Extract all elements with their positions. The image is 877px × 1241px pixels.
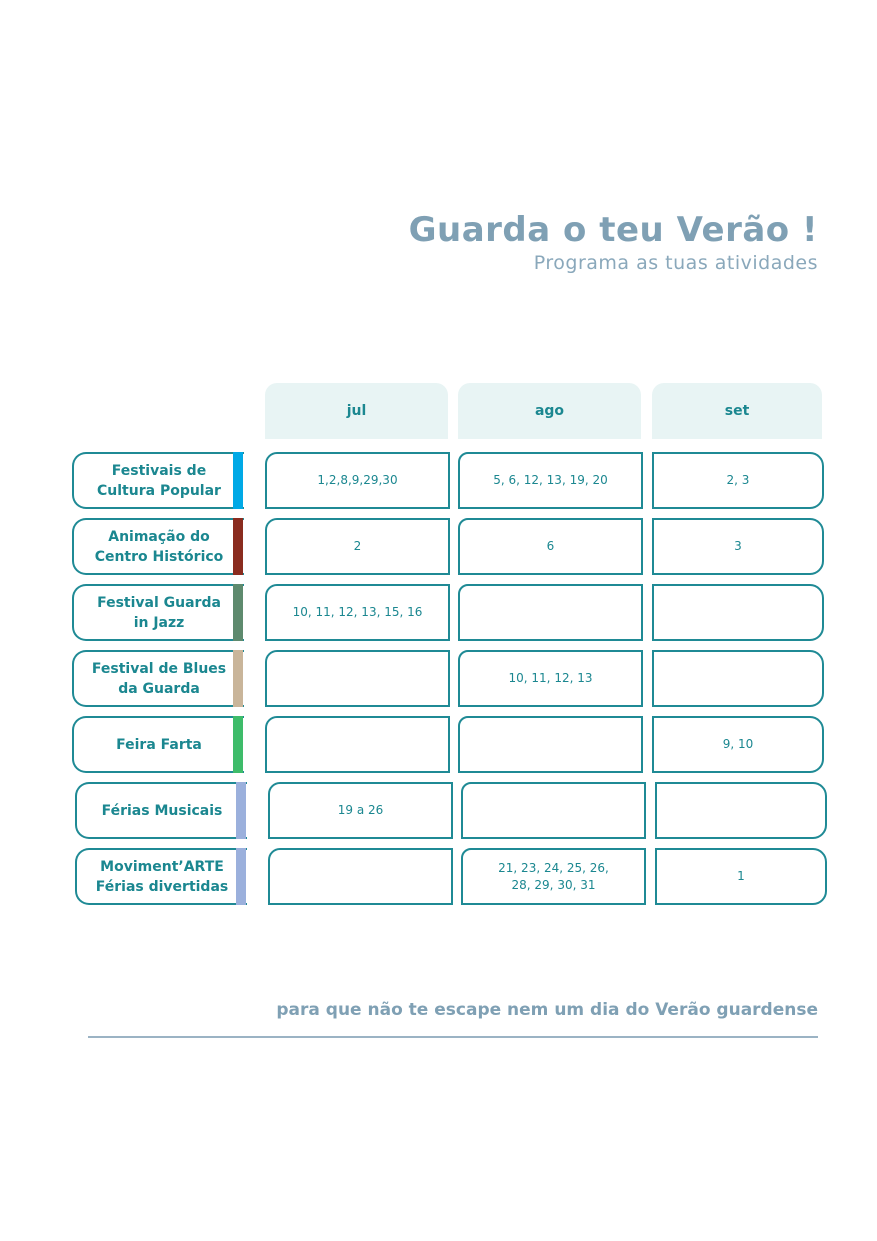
date-cell-ago: 21, 23, 24, 25, 26, 28, 29, 30, 31 [461,848,646,905]
date-cell-jul: 2 [265,518,450,575]
month-header-jul: jul [265,383,448,439]
activity-label: Feira Farta [72,716,244,773]
activity-color-bar [233,650,243,707]
date-cell-set: 2, 3 [652,452,824,509]
date-cell-ago [461,782,646,839]
date-cell-jul: 10, 11, 12, 13, 15, 16 [265,584,450,641]
footer-text: para que não te escape nem um dia do Verão guardense [276,1000,818,1020]
activity-color-bar [233,584,243,641]
activity-label: Festival Guarda in Jazz [72,584,244,641]
date-cell-set [652,584,824,641]
date-cell-ago: 10, 11, 12, 13 [458,650,643,707]
activity-label: Festival de Blues da Guarda [72,650,244,707]
activity-color-bar [236,782,246,839]
activity-color-bar [233,716,243,773]
date-cell-set: 1 [655,848,827,905]
page-subtitle: Programa as tuas atividades [533,252,818,274]
activity-label: Animação do Centro Histórico [72,518,244,575]
date-cell-ago: 5, 6, 12, 13, 19, 20 [458,452,643,509]
date-cell-set: 9, 10 [652,716,824,773]
page-title: Guarda o teu Verão ! [408,210,818,250]
date-cell-set: 3 [652,518,824,575]
date-cell-jul [268,848,453,905]
activity-label: Férias Musicais [75,782,247,839]
date-cell-set [652,650,824,707]
date-cell-set [655,782,827,839]
date-cell-ago [458,584,643,641]
activity-color-bar [236,848,246,905]
activity-color-bar [233,452,243,509]
date-cell-jul: 1,2,8,9,29,30 [265,452,450,509]
date-cell-jul: 19 a 26 [268,782,453,839]
date-cell-jul [265,716,450,773]
date-cell-ago: 6 [458,518,643,575]
footer-divider [88,1036,818,1038]
activity-label: Festivais de Cultura Popular [72,452,244,509]
month-header-set: set [652,383,822,439]
month-header-ago: ago [458,383,641,439]
activity-label: Moviment’ARTE Férias divertidas [75,848,247,905]
date-cell-jul [265,650,450,707]
date-cell-ago [458,716,643,773]
activity-color-bar [233,518,243,575]
